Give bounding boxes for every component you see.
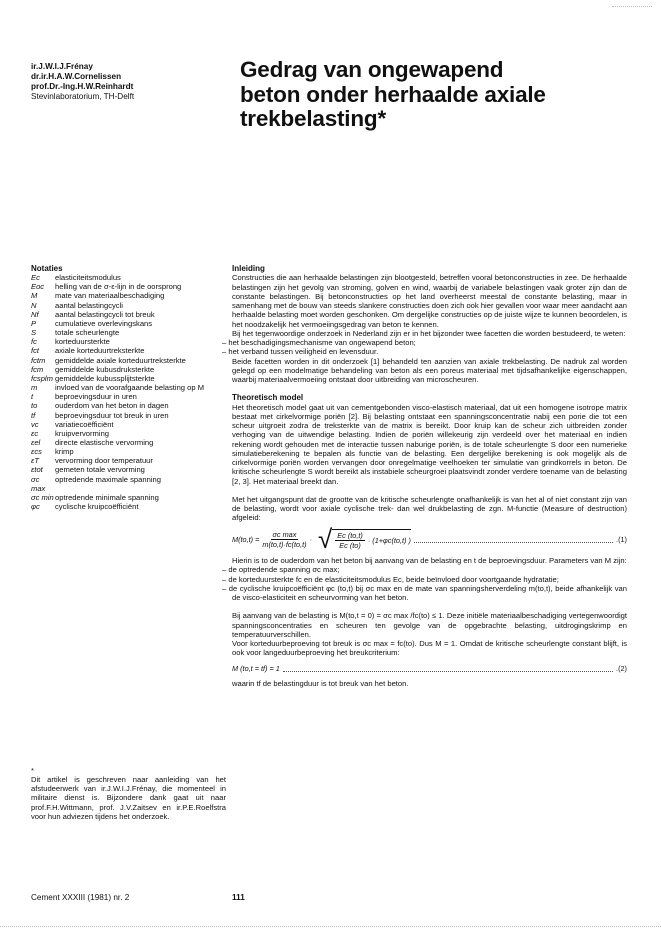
notation-row xyxy=(31,273,226,282)
author-2: dr.ir.H.A.W.Cornelissen xyxy=(31,72,122,81)
section-heading-inleiding: Inleiding xyxy=(232,264,265,273)
notation-description: axiale korteduurtreksterkte xyxy=(55,346,145,356)
page-number: 111 xyxy=(232,893,245,902)
scan-edge xyxy=(0,926,661,929)
notation-description: krimp xyxy=(55,447,74,457)
notation-description: gemiddelde kubusdruksterkte xyxy=(55,364,155,374)
title-line-2: beton onder herhaalde axiale xyxy=(240,81,546,107)
fraction xyxy=(262,530,306,550)
paragraph: Constructies die aan herhaalde belastingen zijn blootgesteld, betreffen vooral betonconstructies in zee. De herhaalde belastingen zijn het gevolg van stroming, golven en wind, waarbij de variabele belastingen vaak groter zijn dan de constante belastingen. Bij betonconstructies op het land overheerst meestal de constante belasting, maar in samenhang met de bouw van steeds slankere constructies doen zich ook hier gevallen voor waar meer aandacht aan herhaalde belasting moet worden geschonken. Om dergelijke constructies op de juiste wijze te kunnen beoordelen, is het noodzakelijk het vermoeiingsgedrag van beton te kennen. xyxy=(232,273,627,329)
notation-row xyxy=(31,493,226,502)
notation-description: gemeten totale vervorming xyxy=(55,465,145,475)
list-item: – de cyclische kruipcoëfficiënt φc (to,t) bij σc max en de mate van spanningsherverdeling m(to,t), beide afhankelijk van de visco-elasticiteit en scheurvorming van het beton. xyxy=(222,584,627,603)
notation-symbol: σc min xyxy=(31,492,54,502)
notation-row xyxy=(31,456,226,465)
notation-symbol: fcsplm xyxy=(31,373,53,383)
notation-symbol: fctm xyxy=(31,355,46,365)
notation-symbol: fct xyxy=(31,346,40,356)
fraction-denominator: Ec (to) xyxy=(339,540,361,550)
list-item: – de korteduursterkte fc en de elasticiteitsmodulus Ec, beide beïnvloed door voortgaande hydratatie; xyxy=(222,575,627,584)
notation-row xyxy=(31,447,226,456)
notation-row xyxy=(31,392,226,401)
notation-symbol: N xyxy=(31,300,37,310)
paragraph: Beide facetten worden in dit onderzoek [1] behandeld ten aanzien van axiale trekbelasting. De nadruk zal worden gelegd op een modelmatige behandeling van beton als een poreus materiaal met tijdsafhankelijke eigenschappen, waarbij materiaalvermoeiing ontstaat door uitbreiding van microscheuren. xyxy=(232,356,627,384)
notation-row xyxy=(31,383,226,392)
notation-list xyxy=(31,264,226,511)
leader-dots xyxy=(414,536,613,543)
notation-symbol: εcs xyxy=(31,447,42,457)
notation-row xyxy=(31,282,226,291)
notation-description: cyclische kruipcoëfficiënt xyxy=(55,502,139,512)
notation-row xyxy=(31,438,226,447)
list-item: – het verband tussen veiligheid en levensduur. xyxy=(222,347,627,356)
notation-symbol: σc max xyxy=(31,474,46,493)
notation-symbol: to xyxy=(31,401,38,411)
list-item: – de optredende spanning σc max; xyxy=(222,565,627,574)
notation-description: invloed van de voorafgaande belasting op M xyxy=(55,383,205,393)
notation-symbol: P xyxy=(31,318,37,328)
notation-symbol: m xyxy=(31,383,38,393)
equation-term: · (1+φc(to,t) ) xyxy=(367,535,411,545)
notation-row xyxy=(31,328,226,337)
paragraph: Bij aanvang van de belasting is M(to,t = 0) = σc max /fc(to) ≤ 1. Deze initiële materiaalbeschadiging vertegenwoordigt spanningsconcentraties en scheuren ten gevolge van de opgebrachte belasting, uitdrogingskrimp en temperatuurverschillen. xyxy=(232,611,627,639)
article-title xyxy=(240,58,640,132)
equation-1: M(to,t) = $\frac{\text{σc max}}{m(to,t)\cdot fc(to,t)}$ · √ $\frac{Ec (to,t)}{Ec (to)}$ · (1+φc(to,t) ) .(1) xyxy=(232,524,627,555)
author-1: ir.J.W.I.J.Frénay xyxy=(31,62,93,71)
notation-description: kruipvervorming xyxy=(55,428,110,438)
notation-description: ouderdom van het beton in dagen xyxy=(55,401,169,411)
section-heading-model: Theoretisch model xyxy=(232,393,304,403)
main-column xyxy=(228,264,627,688)
notation-row xyxy=(31,429,226,438)
paragraph: Hierin is to de ouderdom van het beton bij aanvang van de belasting en t de beproevingsduur. Parameters van M zijn: xyxy=(232,556,627,565)
notation-symbol: εT xyxy=(31,456,39,466)
notation-row xyxy=(31,401,226,410)
authors-block xyxy=(31,62,134,102)
paragraph: Met het uitgangspunt dat de grootte van de kritische scheurlengte onafhankelijk is van het al of niet constant zijn van de belasting, wordt voor axiale cyclische trek- dan wel drukbelasting de zgn. M-functie (Measure of destruction) afgeleid: xyxy=(232,494,627,523)
notation-symbol: S xyxy=(31,328,37,338)
notation-description: mate van materiaalbeschadiging xyxy=(55,291,165,301)
notation-symbol: tf xyxy=(31,410,36,420)
notation-symbol: t xyxy=(31,392,34,402)
footnote-text: Dit artikel is geschreven naar aanleiding van het afstudeerwerk van ir.J.W.I.J.Frénay, die momenteel in militaire dienst is. Bijzondere dank gaat uit naar prof.F.H.Wittmann, prof. J.V.Zaitsev en ir.P.E.Roelfstra voor hun adviezen tijdens het onderzoek. xyxy=(31,775,226,821)
paragraph: waarin tf de belastingduur is tot breuk van het beton. xyxy=(232,678,409,688)
notation-row xyxy=(31,420,226,429)
notation-row xyxy=(31,465,226,474)
equation-2 xyxy=(232,664,627,673)
notation-row xyxy=(31,502,226,511)
notation-row xyxy=(31,411,226,420)
notation-description: beproevingsduur tot breuk in uren xyxy=(55,410,169,420)
title-line-1: Gedrag van ongewapend xyxy=(240,57,504,82)
notation-description: vervorming door temperatuur xyxy=(55,456,153,466)
journal-footer: Cement XXXIII (1981) nr. 2 xyxy=(31,893,130,902)
list-item: – het beschadigingsmechanisme van ongewapend beton; xyxy=(222,338,627,347)
notation-row xyxy=(31,374,226,383)
notation-description: directe elastische vervorming xyxy=(55,437,154,447)
leader-dots xyxy=(283,665,613,672)
sqrt-icon: √ xyxy=(318,524,333,555)
notation-row xyxy=(31,346,226,355)
notation-symbol: Eoc xyxy=(31,282,45,292)
equation-lhs: M(to,t) = xyxy=(232,534,260,544)
notation-description: cumulatieve overlevingskans xyxy=(55,318,153,328)
paragraph: Bij het tegenwoordige onderzoek in Nederland zijn er in het bijzonder twee facetten die worden bestudeerd, te weten: xyxy=(232,328,626,338)
notation-row xyxy=(31,310,226,319)
fraction xyxy=(335,531,365,551)
notation-row xyxy=(31,291,226,300)
footnote-mark: * xyxy=(31,766,34,775)
equation-number: .(1) xyxy=(616,534,627,544)
notation-description: beproevingsduur in uren xyxy=(55,392,137,402)
sqrt-body xyxy=(332,529,411,551)
notation-symbol: εtot xyxy=(31,465,43,475)
notation-symbol: fc xyxy=(31,337,37,347)
notation-heading: Notaties xyxy=(31,264,63,273)
notation-description: aantal belastingcycli tot breuk xyxy=(55,309,155,319)
notation-symbol: M xyxy=(31,291,38,301)
notation-symbol: φc xyxy=(31,502,40,512)
notation-description: elasticiteitsmodulus xyxy=(55,273,121,283)
fraction-denominator: m(to,t)·fc(to,t) xyxy=(262,539,307,549)
notation-description: totale scheurlengte xyxy=(55,328,120,338)
notation-description: gemiddelde axiale korteduurtreksterkte xyxy=(55,355,186,365)
affiliation: Stevinlaboratorium, TH-Delft xyxy=(31,92,135,101)
notation-row xyxy=(31,301,226,310)
notation-symbol: εel xyxy=(31,437,41,447)
notation-description: variatiecoëfficiënt xyxy=(55,419,114,429)
author-3: prof.Dr.-Ing.H.W.Reinhardt xyxy=(31,82,134,91)
notation-description: optredende minimale spanning xyxy=(55,492,159,502)
notation-symbol: vc xyxy=(31,419,39,429)
title-line-3: trekbelasting* xyxy=(240,106,386,131)
paragraph: Het theoretisch model gaat uit van cementgebonden visco-elastisch materiaal, dat uit een homogene isotrope matrix bestaat met cirkelvormige poriën [2]. Bij belasting ontstaat een spanningsconcentratie nabij een porie die tot een scheur uitgroeit zodra de treksterkte van de matrix is bereikt. Door kruip kan de scheur zich uitbreiden zonder verhoging van de uitwendige belasting. Indien de poriën willekeurig zijn verdeeld over het materiaal en indien rekening wordt gehouden met de interactie tussen naburige poriën, is de totale scheurlengte S door een numerieke simulatieberekening te bepalen als functie van de belasting. Een dergelijke berekening is ook mogelijk als de cirkelvormige poriën worden vervangen door onregelmatige veelhoeken ter simulatie van grindkorrels in beton. De kritische scheurlengte S wordt bereikt als instabiele scheurgroei plaatsvindt zonder verdere toename van de belasting [2, 3]. Het materiaal breekt dan. xyxy=(232,402,627,486)
notation-row xyxy=(31,475,226,493)
scan-mark xyxy=(612,6,652,7)
notation-description: optredende maximale spanning xyxy=(55,474,161,484)
notation-description: gemiddelde kubussplijtsterkte xyxy=(55,373,155,383)
notation-description: korteduursterkte xyxy=(55,337,110,347)
paragraph: Voor korteduurbeproeving tot breuk is σc max = fc(to). Dus M = 1. Omdat de kritische scheurlengte constant blijft, is ook voor langeduurbeproeving het breukcriterium: xyxy=(232,639,627,658)
fraction-numerator: σc max xyxy=(272,529,297,539)
notation-row xyxy=(31,319,226,328)
notation-description: aantal belastingcycli xyxy=(55,300,123,310)
notation-symbol: εc xyxy=(31,428,39,438)
notation-description: helling van de σ-ε-lijn in de oorsprong xyxy=(55,282,182,292)
notation-row xyxy=(31,337,226,346)
notation-row xyxy=(31,365,226,374)
notation-row xyxy=(31,356,226,365)
fraction-numerator: Ec (to,t) xyxy=(337,530,363,540)
equation-number: .(2) xyxy=(616,663,627,673)
notation-symbol: fcm xyxy=(31,364,44,374)
notation-symbol: Ec xyxy=(31,273,40,283)
equation-lhs: M (to,t = tf) = 1 xyxy=(232,663,280,673)
notation-symbol: Nf xyxy=(31,309,39,319)
